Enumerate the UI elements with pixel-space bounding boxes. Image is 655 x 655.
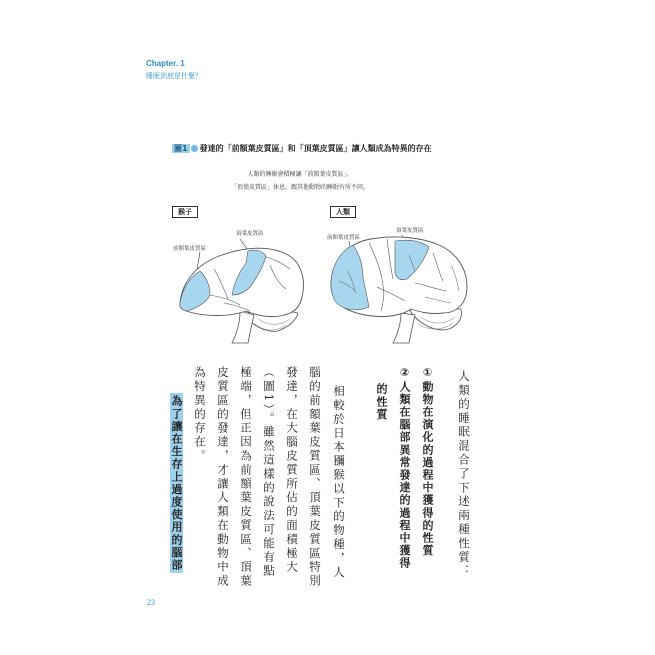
monkey-tag: 猴子 bbox=[172, 206, 198, 218]
body-col-10: 皮質區的發達，才讓人類在動物中成 bbox=[216, 366, 230, 589]
body-col-8: （圖1）。雖然這樣的說法可能有點 bbox=[262, 366, 276, 579]
figure-title: 發達的「前額葉皮質區」和「頂葉皮質區」讓人類成為特異的存在 bbox=[199, 144, 432, 153]
human-frontal-label: 前額葉皮質區 bbox=[327, 235, 361, 241]
body-point-2: ②人類在腦部異常發達的過程中獲得 bbox=[398, 366, 411, 570]
section-heading bbox=[168, 393, 184, 573]
page-number: 23 bbox=[147, 598, 155, 607]
human-brain-illustration bbox=[325, 225, 475, 345]
figure-caption bbox=[0, 168, 600, 194]
body-point-2-cont: 的性質 bbox=[375, 383, 388, 421]
figure-number: 圖1 bbox=[174, 144, 188, 153]
body-col-7: 發達，在大腦皮質所佔的面積極大 bbox=[285, 366, 299, 575]
body-col-11: 為特異的存在。 bbox=[193, 366, 207, 464]
body-point-1: ①動物在演化的過程中獲得的性質 bbox=[421, 366, 434, 557]
human-tag: 人類 bbox=[330, 206, 356, 218]
monkey-parietal-label: 頂葉皮質區 bbox=[236, 231, 264, 237]
body-col-5: 相較於日本獼猴以下的物種，人 bbox=[332, 385, 346, 580]
caption-line-2: 「頂葉皮質區」休息，跟其他動物的睡眠有所不同。 bbox=[230, 184, 369, 191]
section-heading-text: 為了讓在生存上過度使用的腦部 bbox=[170, 395, 183, 572]
monkey-frontal-label: 前額葉皮質區 bbox=[173, 246, 207, 252]
body-col-6: 腦的前額葉皮質區、頂葉皮質區特別 bbox=[308, 366, 322, 589]
figure-title-row bbox=[172, 143, 432, 154]
body-col-9: 極端，但正因為前額葉皮質區、頂葉 bbox=[239, 366, 253, 589]
caption-line-1: 人類的睡眠會積極讓「前額葉皮質區」、 bbox=[247, 171, 353, 178]
monkey-brain-illustration bbox=[170, 225, 315, 345]
chapter-subtitle: 睡眠到底是什麼？ bbox=[146, 72, 202, 80]
body-col-1: 人類的睡眠混合了下述兩種性質： bbox=[457, 370, 471, 579]
chapter-label: Chapter. 1 bbox=[146, 59, 185, 68]
human-parietal-label: 頂葉皮質區 bbox=[396, 228, 424, 234]
bullet-dot-icon bbox=[191, 145, 198, 152]
